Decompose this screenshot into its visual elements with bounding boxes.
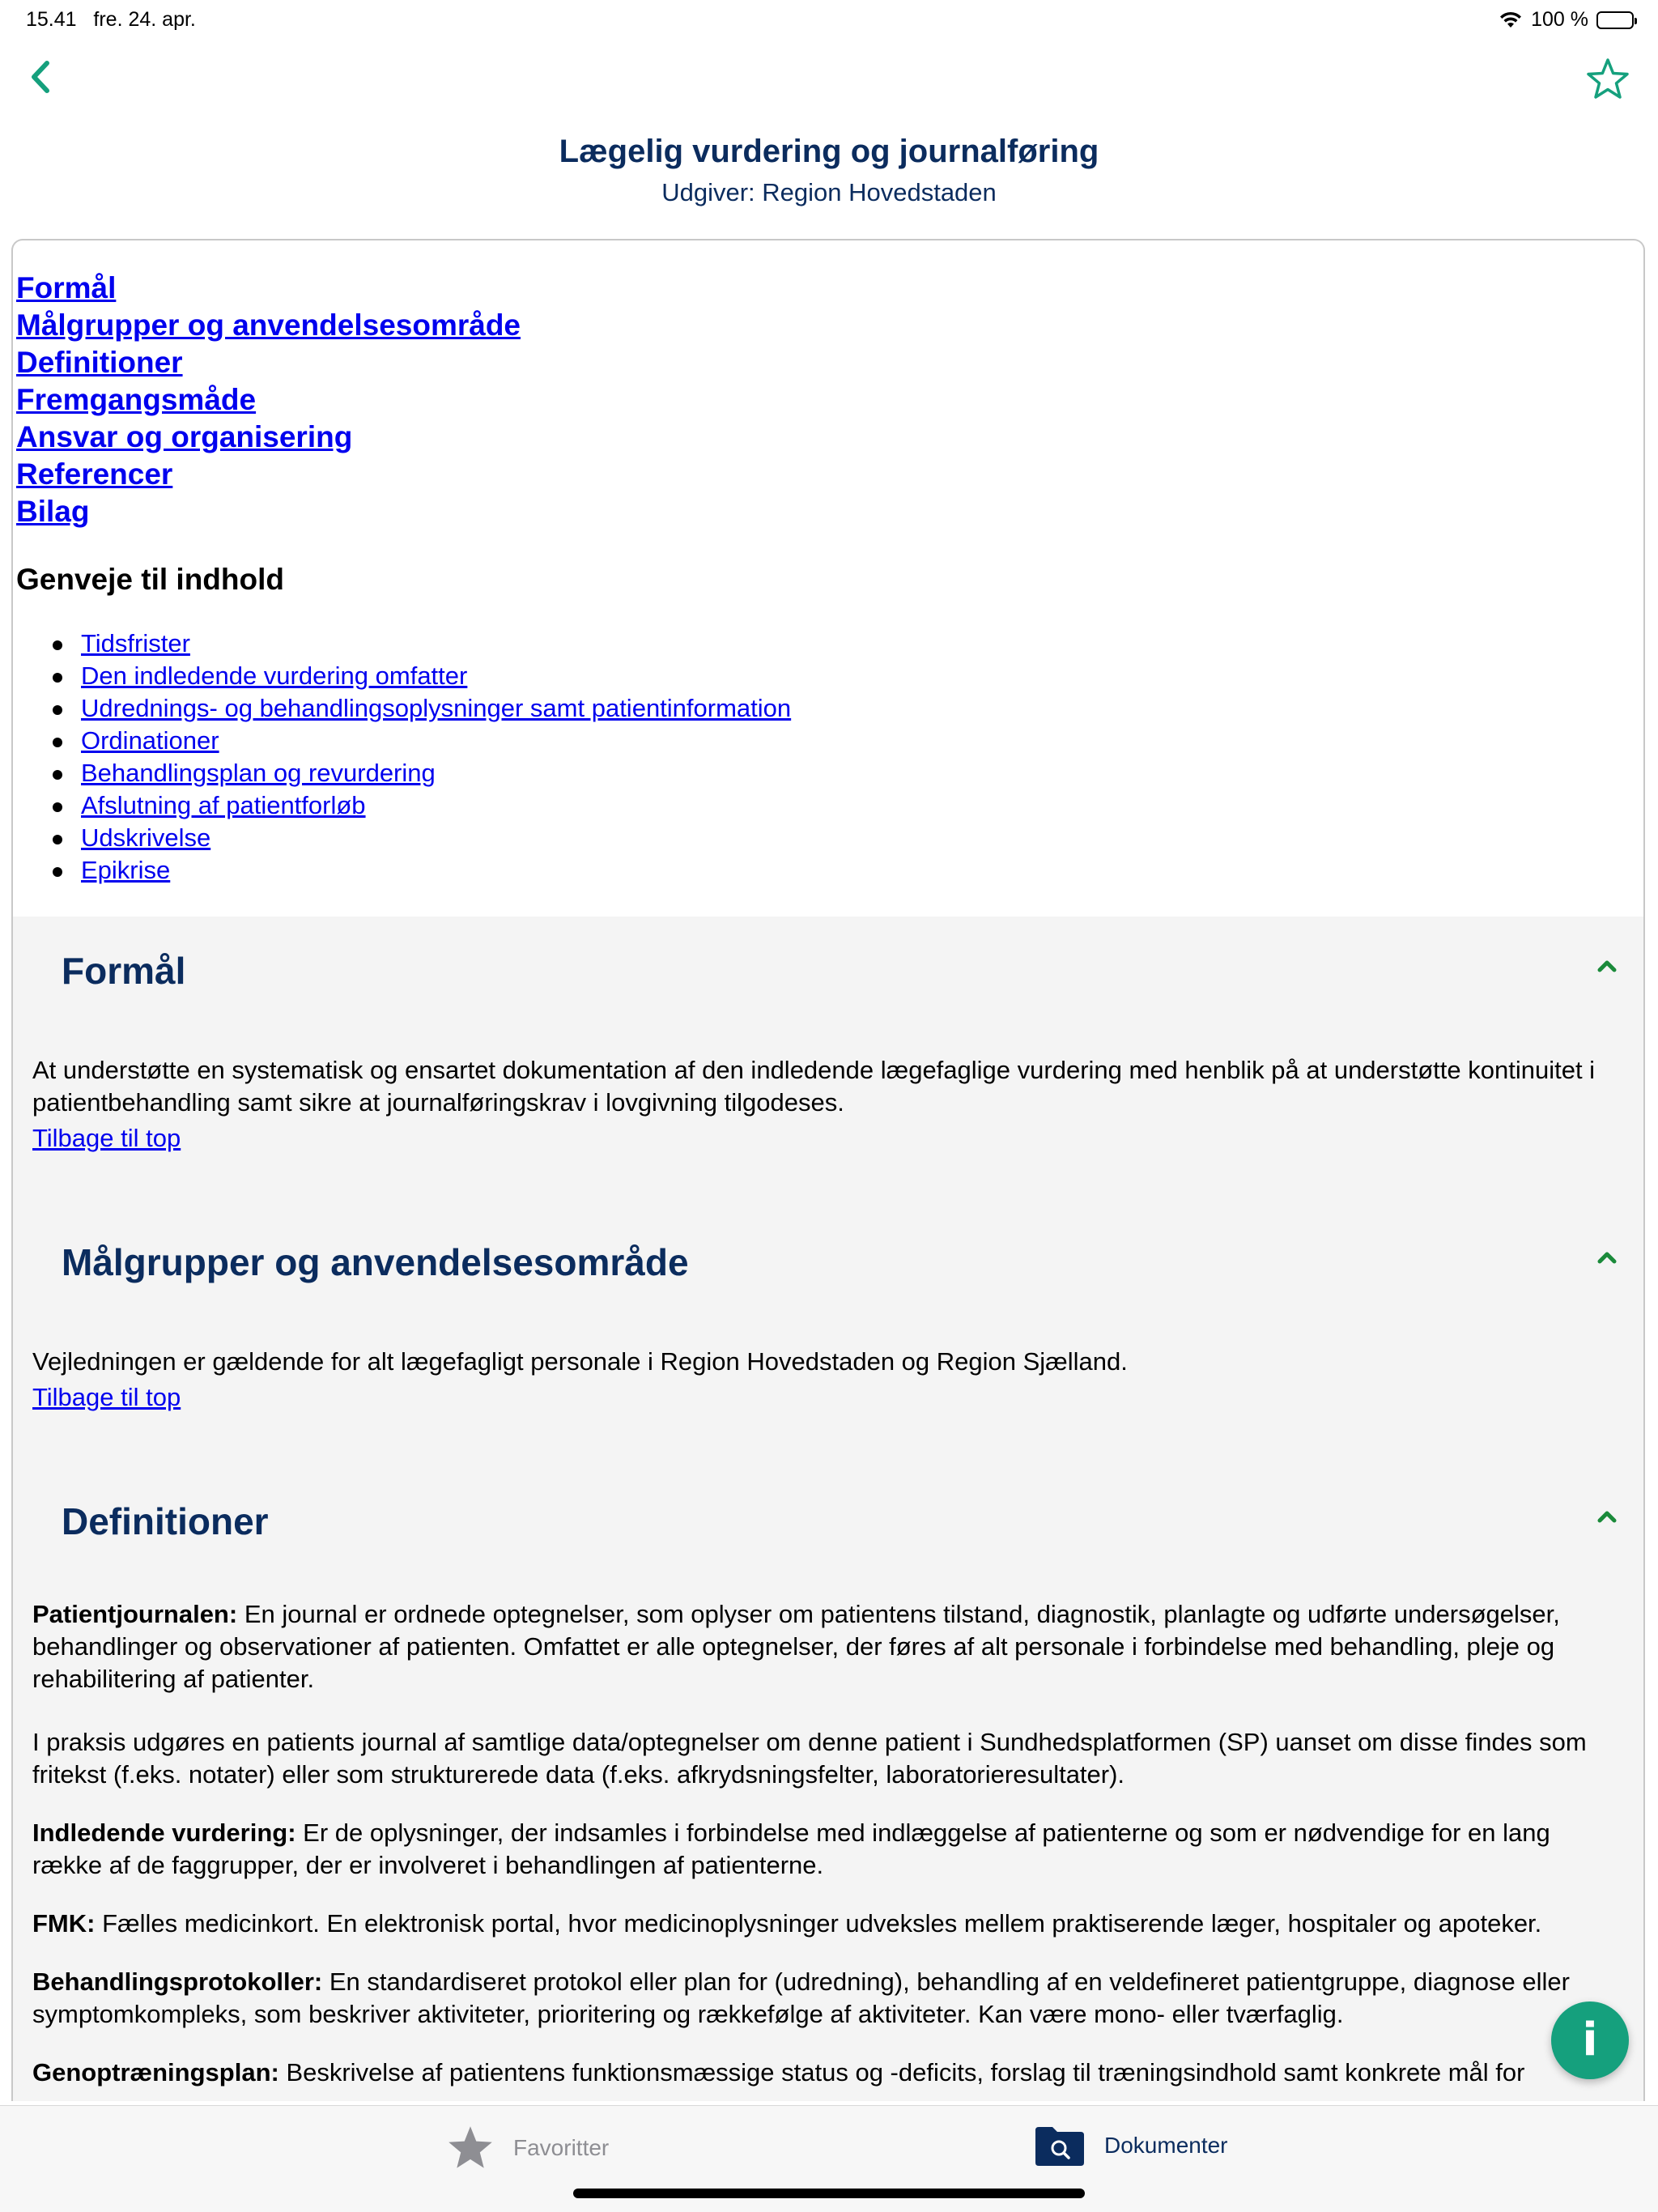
definition-indledende-vurdering: Indledende vurdering: Er de oplysninger, der indsamles i forbindelse med indlæggelse af patienterne og som er nødvendige for en lang række af de faggrupper, der er involveret i behandlingen af patienterne.	[32, 1819, 1550, 1879]
status-time-date: 15.41 fre. 24. apr.	[26, 8, 196, 31]
section-title-maalgrupper[interactable]: Målgrupper og anvendelsesområde	[62, 1241, 689, 1283]
tab-label: Dokumenter	[1104, 2133, 1228, 2158]
back-to-top-link[interactable]: Tilbage til top	[32, 1124, 181, 1152]
definition-term: FMK:	[32, 1909, 96, 1938]
shortcut-link[interactable]: Tidsfrister	[81, 629, 190, 657]
favorite-star-icon[interactable]	[1585, 57, 1630, 102]
definition-praksis: I praksis udgøres en patients journal af samtlige data/optegnelser om denne patient i Sundhedsplatformen (SP) uanset om disse findes som fritekst (f.eks. notater) eller som strukturerede data (f.eks. afkrydsningsfelter, laboratorieresultater).	[32, 1728, 1587, 1789]
section-text-formaal: At understøtte en systematisk og ensartet dokumentation af den indledende lægefaglige vurdering med henblik på at understøtte kontinuitet i patientbehandling samt sikre at journalføringskrav i lovgivning tilgodeses.	[32, 1056, 1596, 1117]
table-of-contents	[16, 270, 521, 530]
toc-link-bilag[interactable]: Bilag	[16, 495, 90, 528]
shortcut-link[interactable]: Epikrise	[81, 856, 171, 884]
shortcut-link[interactable]: Den indledende vurdering omfatter	[81, 661, 468, 690]
toc-link-fremgangsmaade[interactable]: Fremgangsmåde	[16, 383, 257, 416]
shortcut-link[interactable]: Behandlingsplan og revurdering	[81, 759, 436, 787]
list-item	[81, 854, 791, 887]
document-content[interactable]	[11, 239, 1645, 2101]
list-item	[81, 822, 791, 854]
back-to-top-link[interactable]: Tilbage til top	[32, 1383, 181, 1411]
definition-term: Genoptræningsplan:	[32, 2058, 279, 2087]
section-title-definitioner[interactable]: Definitioner	[62, 1500, 269, 1542]
document-publisher: Udgiver: Region Hovedstaden	[661, 178, 997, 206]
toc-link-definitioner[interactable]: Definitioner	[16, 346, 183, 379]
list-item	[81, 725, 791, 757]
collapse-chevron-icon[interactable]	[1595, 1249, 1619, 1266]
section-text-maalgrupper: Vejledningen er gældende for alt lægefagligt personale i Region Hovedstaden og Region Sjælland.	[32, 1347, 1128, 1376]
tab-label: Favoritter	[513, 2135, 610, 2160]
document-title: Lægelig vurdering og journalføring	[559, 134, 1099, 169]
shortcuts-list	[81, 627, 791, 887]
definition-patientjournalen: Patientjournalen: En journal er ordnede optegnelser, som oplyser om patientens tilstand, diagnostik, planlagte og udførte undersøgelser, behandlinger og observationer af patienten. Omfattet er alle optegnelser, der føres af alt personale i forbindelse med behandling, pleje og rehabilitering af patienter.	[32, 1600, 1560, 1693]
collapse-chevron-icon[interactable]	[1595, 957, 1619, 975]
tab-favorites[interactable]	[445, 2124, 609, 2172]
definition-genoptraeningsplan: Genoptræningsplan: Beskrivelse af patientens funktionsmæssige status og -deficits, forslag til træningsindhold samt konkrete mål for	[32, 2058, 1525, 2087]
status-bar	[0, 0, 1658, 39]
toc-link-referencer[interactable]: Referencer	[16, 457, 173, 491]
list-item	[81, 660, 791, 692]
toc-link-formaal[interactable]: Formål	[16, 271, 117, 304]
shortcut-link[interactable]: Afslutning af patientforløb	[81, 791, 366, 819]
battery-icon	[1596, 11, 1634, 29]
definition-term: Patientjournalen:	[32, 1600, 238, 1628]
info-icon: i	[1582, 2014, 1598, 2066]
status-right	[1499, 8, 1634, 32]
list-item	[81, 757, 791, 789]
star-filled-icon	[445, 2124, 495, 2172]
definition-behandlingsprotokoller: Behandlingsprotokoller: En standardiseret protokol eller plan for (udredning), behandling af en veldefineret patientgruppe, diagnose eller symptomkompleks, som beskriver aktiviteter, prioritering og rækkefølge af aktiviteter. Kan være mono- eller tværfaglig.	[32, 1967, 1570, 2028]
definition-term: Behandlingsprotokoller:	[32, 1967, 323, 1996]
list-item	[81, 627, 791, 660]
info-button[interactable]	[1551, 2001, 1629, 2079]
shortcut-link[interactable]: Udskrivelse	[81, 823, 211, 852]
list-item	[81, 692, 791, 725]
list-item	[81, 789, 791, 822]
home-indicator	[573, 2189, 1085, 2198]
folder-search-icon	[1033, 2124, 1086, 2167]
definition-fmk: FMK: Fælles medicinkort. En elektronisk portal, hvor medicinoplysninger udveksles mellem praktiserende læger, hospitaler og apoteker.	[32, 1909, 1542, 1938]
toc-link-maalgrupper[interactable]: Målgrupper og anvendelsesområde	[16, 308, 521, 342]
toc-link-ansvar[interactable]: Ansvar og organisering	[16, 420, 353, 453]
definition-term: Indledende vurdering:	[32, 1819, 296, 1847]
back-chevron-icon[interactable]	[24, 57, 57, 97]
sections-area	[13, 917, 1645, 2101]
tab-documents[interactable]	[1033, 2124, 1228, 2167]
section-title-formaal[interactable]: Formål	[62, 950, 186, 992]
shortcut-link[interactable]: Ordinationer	[81, 726, 219, 755]
shortcut-link[interactable]: Udrednings- og behandlingsoplysninger samt patientinformation	[81, 694, 792, 722]
wifi-icon	[1499, 11, 1523, 29]
battery-percent: 100 %	[1531, 8, 1588, 31]
shortcuts-heading: Genveje til indhold	[16, 563, 284, 596]
collapse-chevron-icon[interactable]	[1595, 1508, 1619, 1525]
